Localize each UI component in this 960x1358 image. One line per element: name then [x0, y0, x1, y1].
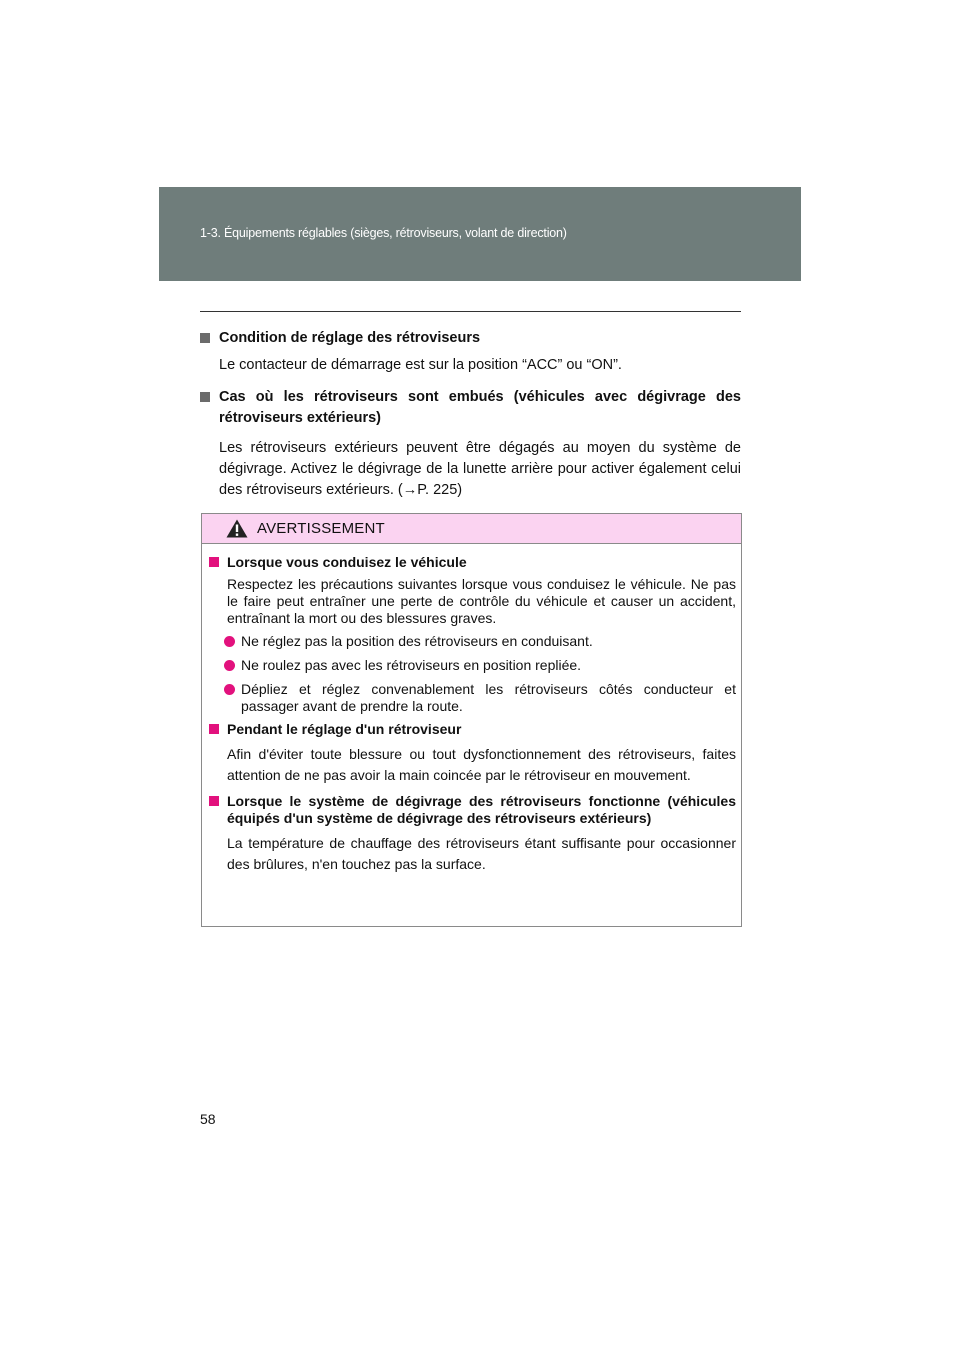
main-content: [200, 328, 741, 501]
section-text: Les rétroviseurs extérieurs peuvent être dégagés au moyen du système de dégivrage. Activez le dégivrage de la lunette arrière pour activer également celui des rétroviseurs extérieurs. (→P. 225): [219, 440, 741, 498]
circle-bullet-icon: [224, 684, 235, 695]
warning-body: [209, 554, 736, 875]
page-number: 58: [200, 1111, 216, 1127]
warning-bullet: Ne réglez pas la position des rétroviseurs en conduisant.: [209, 633, 736, 650]
section-heading: Cas où les rétroviseurs sont embués (véhicules avec dégivrage des rétroviseurs extérieurs): [200, 387, 741, 429]
warning-text: Afin d'éviter toute blessure ou tout dysfonctionnement des rétroviseurs, faites attention de ne pas avoir la main coincée par le rétroviseur en mouvement.: [227, 746, 736, 783]
circle-bullet-icon: [224, 660, 235, 671]
square-bullet-icon: [200, 392, 210, 402]
warning-heading: Lorsque vous conduisez le véhicule: [209, 554, 736, 571]
warning-header: [202, 514, 741, 544]
square-bullet-icon: [209, 796, 219, 806]
warning-bullet: Ne roulez pas avec les rétroviseurs en position repliée.: [209, 657, 736, 674]
square-bullet-icon: [200, 333, 210, 343]
section-text: Le contacteur de démarrage est sur la position “ACC” ou “ON”.: [219, 357, 622, 373]
section-title: 1-3. Équipements réglables (sièges, rétroviseurs, volant de direction): [200, 226, 567, 240]
warning-heading: Lorsque le système de dégivrage des rétroviseurs fonctionne (véhicules équipés d'un système de dégivrage des rétroviseurs extérieurs): [209, 793, 736, 827]
warning-text: La température de chauffage des rétroviseurs étant suffisante pour occasionner des brûlures, n'en touchez pas la surface.: [227, 835, 736, 872]
warning-bullet: Dépliez et réglez convenablement les rétroviseurs côtés conducteur et passager avant de prendre la route.: [209, 681, 736, 715]
warning-title: AVERTISSEMENT: [257, 520, 385, 537]
warning-triangle-icon: [226, 519, 248, 538]
square-bullet-icon: [209, 724, 219, 734]
circle-bullet-icon: [224, 636, 235, 647]
section-heading: Condition de réglage des rétroviseurs: [200, 328, 741, 349]
warning-box: [201, 513, 742, 927]
warning-heading: Pendant le réglage d'un rétroviseur: [209, 721, 736, 738]
header-rule: [200, 311, 741, 312]
warning-text: Respectez les précautions suivantes lorsque vous conduisez le véhicule. Ne pas le faire peut entraîner une perte de contrôle du véhicule et causer un accident, entraînant la mort ou des blessures graves.: [227, 576, 736, 626]
square-bullet-icon: [209, 557, 219, 567]
